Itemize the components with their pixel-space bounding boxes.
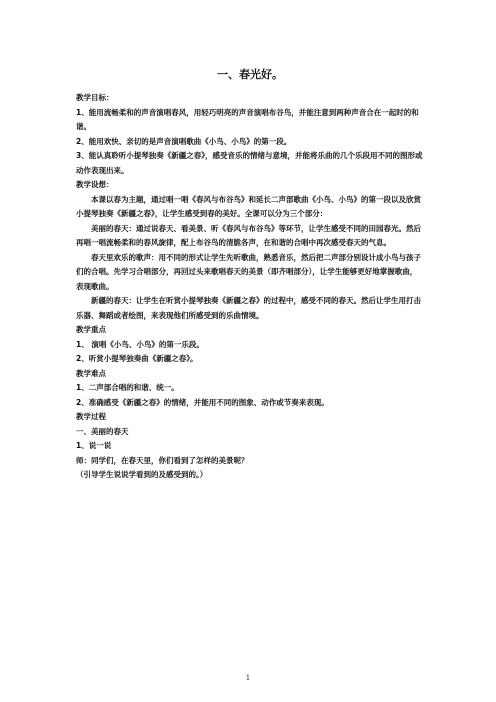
guidance-note: （引导学生说说学看到的及感受到的。）: [76, 470, 208, 479]
objective-item-1: 1、能用流畅柔和的声音演唱春风，用轻巧明亮的声音演唱布谷鸟，并能注意到两种声音合在一起时的和谐。: [76, 107, 419, 131]
key-point-item-1: 1、 演唱《小鸟、小鸟》的第一乐段。: [76, 339, 204, 349]
difficulty-item-1: 1、二声部合唱的和谐、统一。: [76, 383, 179, 392]
design-paragraph-3: 春天里欢乐的歌声：用不同的形式让学生先听歌曲，熟悉音乐，然后把二声部分别设计成小鸟与孩子们的合唱。先学习合唱部分，再回过头来歌唱春天的美景（即齐唱部分），让学生能够更好地掌握歌曲，表现歌曲。: [76, 252, 421, 291]
teacher-line: 师：同学们，在春天里，你们看到了怎样的美景呢？: [76, 455, 249, 465]
process-heading: 教学过程: [76, 412, 106, 421]
objective-item-3: 3、能认真聆听小提琴独奏《新疆之春》，感受音乐的情绪与意境，并能将乐曲的几个乐段用不同的图形或动作表现出来。: [76, 151, 423, 175]
page-number: 1: [245, 674, 251, 682]
difficulty-item-2: 2、准确感受《新疆之春》的情绪，并能用不同的图象、动作或节奏来表现。: [76, 397, 329, 407]
difficulties-heading: 教学难点: [76, 368, 106, 378]
design-paragraph-1: 本课以春为主题，通过唱一唱《春风与布谷鸟》和延长二声部歌曲《小鸟、小鸟》的第一段以及欣赏小提琴独奏《新疆之春》，让学生感受到春的美好。全课可以分为三个部分：: [76, 194, 421, 218]
key-points-heading: 教学重点: [76, 325, 106, 334]
design-paragraph-2: 美丽的春天：通过说春天、看美景、听《春风与布谷鸟》等环节，让学生感受不同的田园春光。然后再唱一唱流畅柔和的春风旋律，配上布谷鸟的清脆各声，在和谐的合唱中再次感受春天的气息。: [76, 223, 421, 247]
process-section-title: 一、美丽的春天: [76, 426, 129, 436]
objectives-heading: 教学目标：: [76, 93, 114, 102]
document-body: [76, 64, 424, 483]
process-subsection-title: 1、说一说: [76, 441, 112, 450]
page-title: 一、春光好。: [217, 68, 283, 81]
design-heading: 教学设想：: [76, 180, 114, 189]
design-paragraph-4: 新疆的春天：让学生在听赏小提琴独奏《新疆之春》的过程中，感受不同的春天。然后让学生用打击乐器、舞蹈或者绘图，来表现他们所感受到的乐曲情境。: [76, 296, 421, 320]
key-point-item-2: 2、听赏小提琴独奏曲《新疆之春》。: [76, 354, 198, 363]
objective-item-2: 2、能用欢快、亲切的是声音演唱歌曲《小鸟、小鸟》的第一段。: [76, 136, 292, 146]
